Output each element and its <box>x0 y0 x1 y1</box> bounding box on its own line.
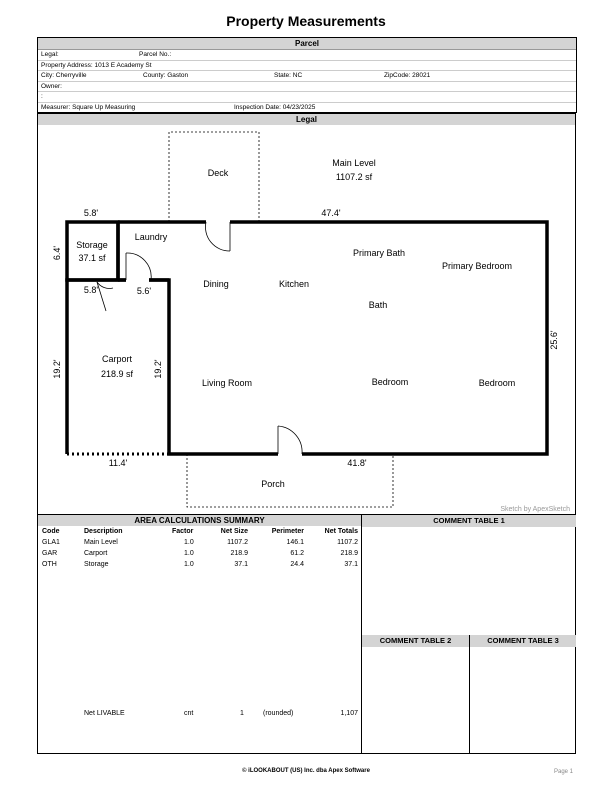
area-calculations <box>38 515 362 754</box>
zip: ZipCode: 28021 <box>384 72 431 79</box>
county: County: Gaston <box>143 72 189 79</box>
col-perimeter: Perimeter <box>271 528 304 535</box>
row-factor: 1.0 <box>184 561 194 568</box>
property-address: Property Address: 1013 E Academy St <box>41 61 152 69</box>
legal-header: Legal <box>38 114 575 125</box>
row-net-size: 37.1 <box>234 561 248 568</box>
floor-plan-sketch <box>38 126 575 514</box>
location-row <box>38 71 576 82</box>
row-net-size: 218.9 <box>230 550 248 557</box>
row-code: GLA1 <box>42 539 60 546</box>
page-title: Property Measurements <box>226 13 386 29</box>
living-room-label: Living Room <box>201 378 253 388</box>
parcel-no-label: Parcel No.: <box>139 51 172 58</box>
comment-table-1-header: COMMENT TABLE 1 <box>362 515 576 527</box>
area-calc-header: AREA CALCULATIONS SUMMARY <box>38 515 361 526</box>
legal-label: Legal: <box>41 51 59 58</box>
net-livable-label: Net LIVABLE <box>84 710 125 717</box>
row-factor: 1.0 <box>184 539 194 546</box>
dim-carport-left: 19.2' <box>52 359 62 379</box>
footer-copyright: © iLOOKABOUT (US) Inc. dba Apex Software <box>242 768 370 774</box>
net-cnt: cnt <box>184 710 194 717</box>
dim-carport-bottom: 11.4' <box>108 458 128 468</box>
address-row <box>38 61 576 72</box>
col-code: Code <box>42 528 60 535</box>
row-perimeter: 24.4 <box>290 561 304 568</box>
laundry-label: Laundry <box>134 232 168 242</box>
row-description: Storage <box>84 561 109 568</box>
porch-door-arc <box>278 426 302 454</box>
table-row <box>38 537 361 548</box>
porch-label: Porch <box>261 479 285 489</box>
row-code: GAR <box>42 550 58 557</box>
calc-section <box>37 514 576 754</box>
main-walls <box>67 222 547 454</box>
dim-main-bottom: 41.8' <box>347 458 367 468</box>
blank-row <box>38 92 576 103</box>
deck-door-arc <box>205 222 230 251</box>
legal-row <box>38 50 576 61</box>
table-row <box>38 548 361 559</box>
carport-label: Carport <box>101 354 133 364</box>
row-net-total: 1107.2 <box>337 539 358 546</box>
dining-label: Dining <box>203 279 229 289</box>
col-factor: Factor <box>172 528 194 535</box>
legal-section <box>37 113 576 515</box>
col-net-size: Net Size <box>220 528 248 535</box>
measurer-row <box>38 103 576 113</box>
bedroom-label: Bedroom <box>371 377 409 387</box>
owner-row <box>38 82 576 93</box>
primary-bedroom-label: Primary Bedroom <box>441 261 513 271</box>
net-count: 1 <box>240 710 244 717</box>
row-factor: 1.0 <box>184 550 194 557</box>
comment-table-2-header: COMMENT TABLE 2 <box>362 635 469 647</box>
row-perimeter: 146.1 <box>286 539 304 546</box>
dim-storage-bottom: 5.8' <box>83 285 99 295</box>
net-rounded: (rounded) <box>263 710 294 717</box>
bath-label: Bath <box>368 300 388 310</box>
comment-table-2 <box>362 635 470 754</box>
city: City: Cherryville <box>41 72 87 79</box>
bedroom-label: Bedroom <box>478 378 516 388</box>
row-net-total: 37.1 <box>344 561 358 568</box>
deck-label: Deck <box>207 168 229 178</box>
row-perimeter: 61.2 <box>290 550 304 557</box>
comment-table-3-header: COMMENT TABLE 3 <box>470 635 576 647</box>
state: State: NC <box>274 72 303 79</box>
sketch-credit: Sketch by ApexSketch <box>500 506 570 513</box>
laundry-door-arc <box>126 253 151 280</box>
page-number: Page 1 <box>554 769 574 775</box>
row-net-total: 218.9 <box>340 550 358 557</box>
main-level-label: Main Level <box>332 158 376 168</box>
dim-top-left: 5.8' <box>83 208 99 218</box>
storage-area: 37.1 sf <box>78 253 106 263</box>
row-description: Main Level <box>84 539 118 546</box>
parcel-header: Parcel <box>38 38 576 50</box>
row-code: OTH <box>42 561 57 568</box>
main-level-area: 1107.2 sf <box>335 172 373 182</box>
area-calc-column-headers <box>38 526 361 537</box>
table-row <box>38 559 361 570</box>
parcel-section <box>37 37 577 113</box>
dim-left-storage: 6.4' <box>52 245 62 261</box>
carport-area: 218.9 sf <box>100 369 134 379</box>
measurer: Measurer: Square Up Measuring <box>41 103 136 111</box>
dim-carport-right: 19.2' <box>153 359 163 379</box>
comment-table-3 <box>470 635 576 754</box>
storage-label: Storage <box>76 240 108 250</box>
net-total: 1,107 <box>340 710 358 717</box>
primary-bath-label: Primary Bath <box>352 248 406 258</box>
row-net-size: 1107.2 <box>227 539 248 546</box>
colon-field: : <box>41 93 43 100</box>
kitchen-label: Kitchen <box>278 279 310 289</box>
inspection-date: Inspection Date: 04/23/2025 <box>234 103 316 111</box>
dim-top-main: 47.4' <box>321 208 341 218</box>
owner: Owner: <box>41 82 62 90</box>
row-description: Carport <box>84 550 108 557</box>
storage-door-arc <box>97 282 113 288</box>
dim-step: 5.6' <box>136 286 152 296</box>
col-description: Description <box>84 528 123 535</box>
col-net-totals: Net Totals <box>324 528 358 535</box>
dim-right-side: 25.6' <box>549 330 559 350</box>
comment-table-1 <box>362 515 576 635</box>
